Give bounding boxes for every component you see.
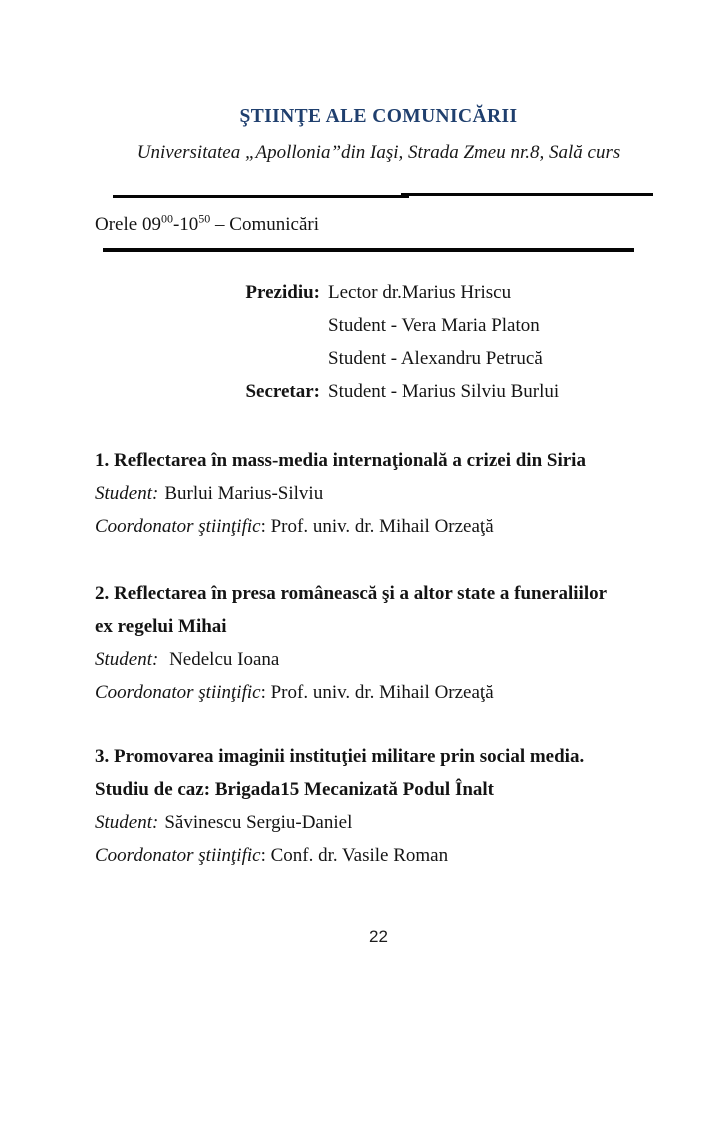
committee-block [95,276,662,408]
student-label: Student: [95,483,159,504]
coordinator-name: : Prof. univ. dr. Mihail Orzeaţă [260,682,494,703]
coordinator-label: Coordonator ştiinţific [95,682,261,703]
student-name: Burlui Marius-Silviu [164,483,324,504]
coordinator-label: Coordonator ştiinţific [95,516,261,537]
committee-role-label [95,309,320,342]
page-number: 22 [369,927,388,946]
schedule-prefix: Orele 09 [95,214,161,235]
student-label: Student: [95,812,159,833]
schedule-line [95,211,662,239]
venue-subtitle: Universitatea „Apollonia”din Iaşi, Strada Zmeu nr.8, Sală curs [136,142,621,163]
presentation-item [95,444,662,543]
divider-bottom [103,248,634,252]
student-label: Student: [95,649,159,670]
committee-role-label [95,342,320,375]
divider-top [113,193,653,199]
committee-row [95,375,662,408]
divider-top-segment-right [401,193,653,196]
divider-top-segment-left [113,195,409,198]
presentation-title: 1. Reflectarea în mass-media internaţională a crizei din Siria [95,450,586,471]
presentation-item [95,577,662,709]
schedule-suffix: – Comunicări [210,214,319,235]
coordinator-line [95,510,662,543]
schedule-superscript-start: 00 [160,211,173,226]
presentation-title-continued: ex regelui Mihai [95,616,227,637]
student-line [95,477,662,510]
coordinator-label: Coordonator ştiinţific [95,845,261,866]
student-name: Săvinescu Sergiu-Daniel [164,812,353,833]
committee-member: Student - Marius Silviu Burlui [328,381,560,402]
section-title: ŞTIINŢE ALE COMUNICĂRII [239,106,518,127]
committee-member: Student - Vera Maria Platon [328,315,540,336]
document-page [0,104,722,1128]
student-name: Nedelcu Ioana [164,649,280,670]
committee-role-label: Prezidiu: [245,282,320,303]
coordinator-name: : Conf. dr. Vasile Roman [260,845,449,866]
committee-member: Lector dr.Marius Hriscu [328,282,512,303]
student-line [95,643,662,676]
committee-row [95,342,662,375]
coordinator-name: : Prof. univ. dr. Mihail Orzeaţă [260,516,494,537]
committee-role-label: Secretar: [245,381,320,402]
schedule-superscript-end: 50 [198,211,211,226]
presentation-title: 2. Reflectarea în presa românească şi a altor state a funeraliilor [95,583,608,604]
committee-member: Student - Alexandru Petrucă [328,348,543,369]
coordinator-line [95,676,662,709]
committee-row [95,276,662,309]
committee-row [95,309,662,342]
student-line [95,806,662,839]
coordinator-line [95,839,662,872]
presentation-title: 3. Promovarea imaginii instituţiei militare prin social media. [95,746,585,767]
presentation-title-continued: Studiu de caz: Brigada15 Mecanizată Podul Înalt [95,779,495,800]
schedule-mid: -10 [172,214,199,235]
presentation-item [95,740,662,872]
